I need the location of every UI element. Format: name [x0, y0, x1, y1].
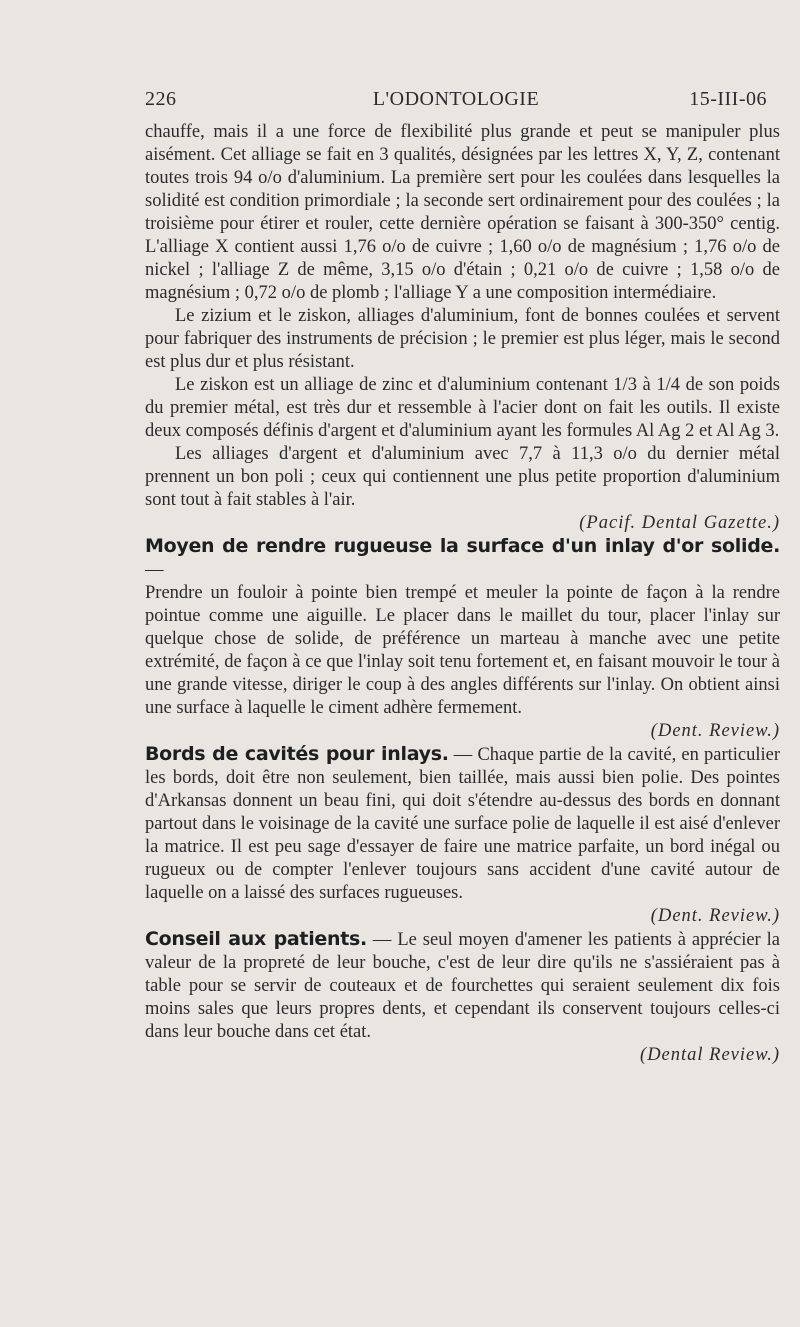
article-patient-advice — [145, 928, 780, 1044]
paragraph-ziskon: Le ziskon est un alliage de zinc et d'aluminium contenant 1/3 à 1/4 de son poids du premier métal, est très dur et ressemble à l'acier dont on fait les outils. Il existe deux composés définis d'argent et d'aluminium ayant les formules Al Ag 2 et Al Ag 3. — [145, 375, 780, 441]
heading-dash: — — [145, 560, 164, 580]
article-inlay-surface — [145, 535, 780, 582]
source-citation: (Dental Review.) — [640, 1045, 780, 1065]
article-text: Prendre un fouloir à pointe bien trempé et meuler la pointe de façon à la rendre pointue comme une aiguille. Le placer dans le maillet du tour, placer l'inlay sur quelque chose de solide, de préférence un marteau à manche avec une petite extrémité, de façon à ce que l'inlay soit tenu fortement et, en faisant mouvoir le tour à une grande vitesse, diriger le coup à des angles différents sur l'inlay. On obtient ainsi une surface à laquelle le ciment adhère fermement. — [145, 583, 780, 718]
source-citation: (Pacif. Dental Gazette.) — [579, 513, 780, 533]
source-citation: (Dent. Review.) — [650, 721, 780, 741]
heading-dash: — — [366, 930, 398, 950]
article-heading: Bords de cavités pour inlays. — [145, 743, 449, 765]
paragraph-zizium: Le zizium et le ziskon, alliages d'aluminium, font de bonnes coulées et servent pour fabriquer des instruments de précision ; le premier est plus léger, mais le second est plus dur et plus résistant. — [145, 306, 780, 372]
article-heading: Conseil aux patients. — [145, 928, 367, 950]
article-text: Le seul moyen d'amener les patients à apprécier la valeur de la propreté de leur bouche, c'est de leur dire qu'ils ne s'assiéraient pas à table pour se servir de couteaux et de fourchettes qui seraient seulement dix fois moins sales que leurs propres dents, et cependant ils conservent toujours celles-ci dans leur bouche dans cet état. — [145, 930, 780, 1042]
running-title: L'ODONTOLOGIE — [372, 88, 540, 110]
page-number: 226 — [145, 88, 177, 110]
article-cavity-edges — [145, 743, 780, 905]
issue-date: 15-III-06 — [689, 88, 767, 110]
article-text: Chaque partie de la cavité, en particulier les bords, doit être non seulement, bien taillée, mais aussi bien polie. Des pointes d'Arkansas donnent un beau fini, qui doit s'étendre au-dessus des bords en donnant partout dans le voisinage de la cavité une surface polie de laquelle il est aisé d'enlever la matrice. Il est peu sage d'essayer de faire une matrice parfaite, un bord inégal ou rugueux ou de compter l'enlever toujours sans accident d'une cavité autour de laquelle on a laissé des surfaces rugueuses. — [145, 745, 781, 903]
article-heading: Moyen de rendre rugueuse la surface d'un inlay d'or solide. — [145, 535, 780, 557]
page-header — [145, 88, 767, 112]
source-citation: (Dent. Review.) — [650, 906, 780, 926]
paragraph-continued: chauffe, mais il a une force de flexibilité plus grande et peut se manipuler plus aisément. Cet alliage se fait en 3 qualités, désignées par les lettres X, Y, Z, contenant toutes trois 94 o/o d'aluminium. La première sert pour les coulées dans lesquelles la solidité est condition primordiale ; la seconde sert ordinairement pour des coulées ; la troisième pour étirer et rouler, cette dernière opération se faisant à 300-350° centig. L'alliage X contient aussi 1,76 o/o de cuivre ; 1,60 o/o de magnésium ; 1,76 o/o de nickel ; l'alliage Z de même, 3,15 o/o d'étain ; 0,21 o/o de cuivre ; 1,58 o/o de magnésium ; 0,72 o/o de plomb ; l'alliage Y a une composition intermédiaire. — [145, 122, 780, 303]
page-body — [145, 121, 780, 1067]
paragraph-silver-alloys: Les alliages d'argent et d'aluminium avec 7,7 à 11,3 o/o du dernier métal prennent un bon poli ; ceux qui contiennent une plus petite proportion d'aluminium sont tout à fait stables à l'air. — [145, 444, 780, 510]
heading-dash: — — [448, 745, 478, 765]
